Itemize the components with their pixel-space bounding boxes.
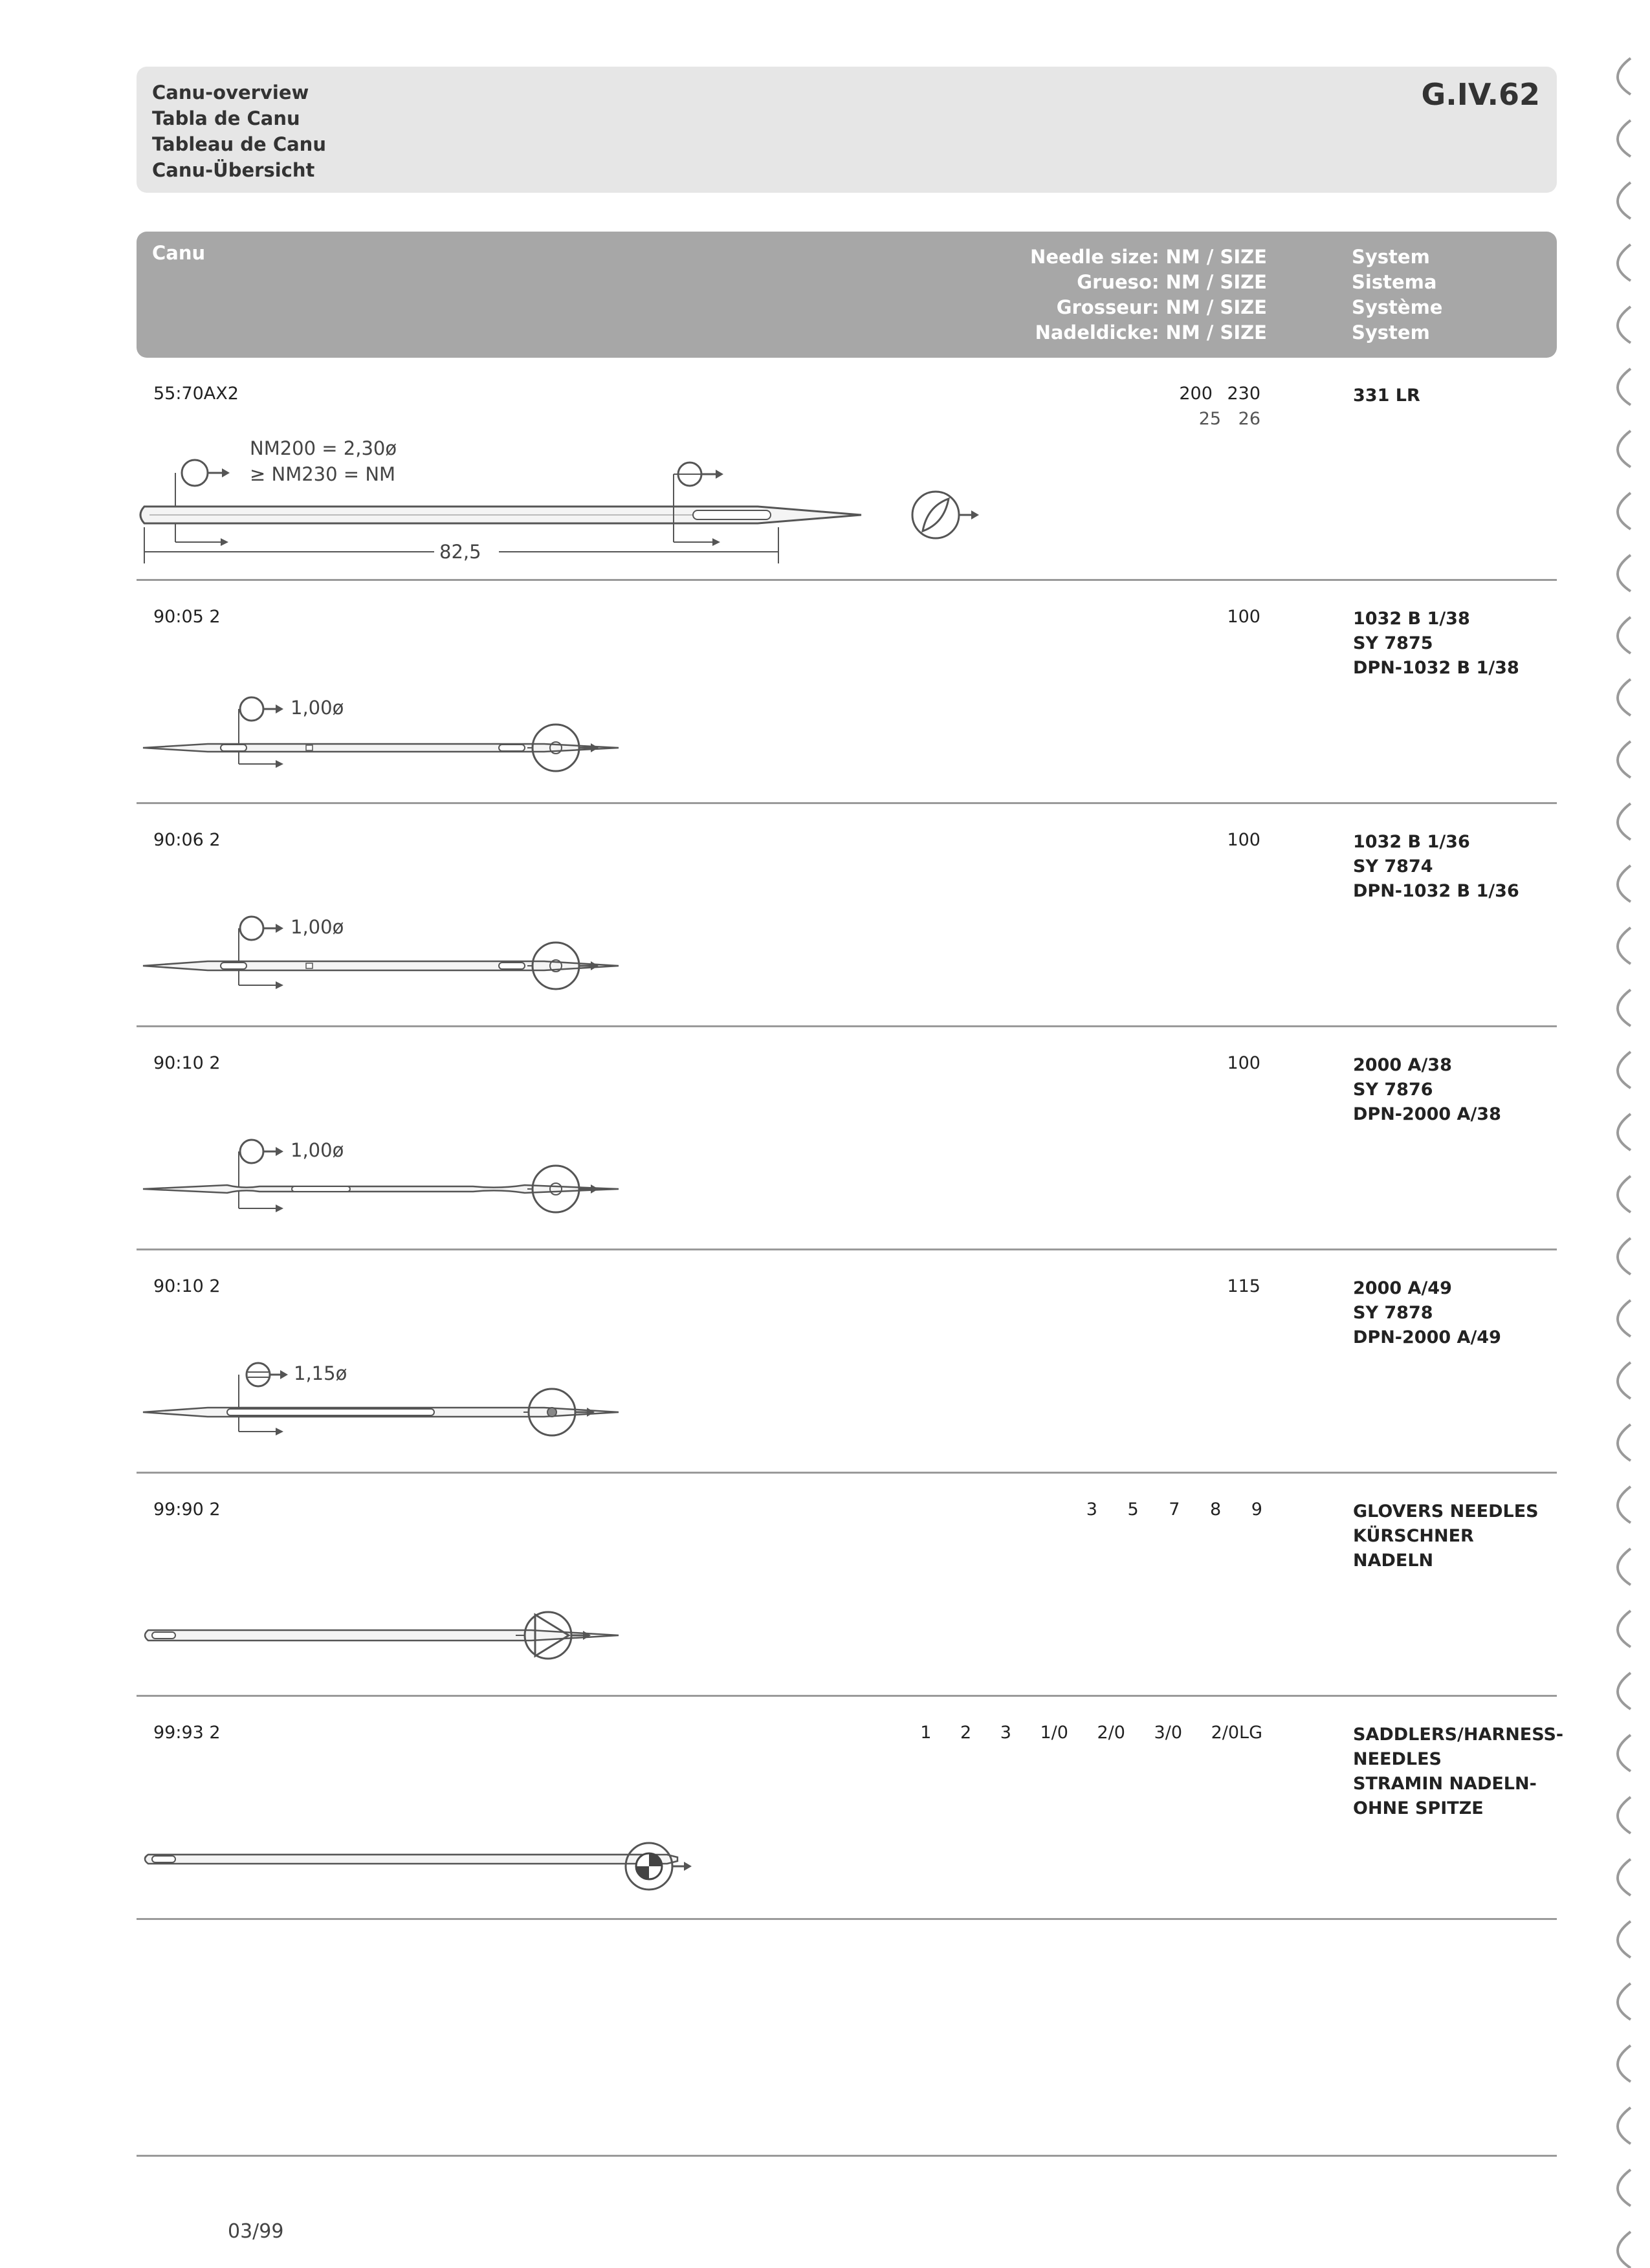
system-label-es: Sistema [1352, 271, 1437, 293]
system-line: SY 7875 [1353, 633, 1433, 653]
size-label-es: Grueso: NM / SIZE [1077, 271, 1267, 293]
binding-ring [1618, 58, 1631, 94]
system-label-fr: Système [1352, 296, 1443, 318]
binding-ring [1618, 1238, 1631, 1274]
nm-values: 115 [1227, 1276, 1260, 1296]
needle-sizes [1227, 830, 1260, 850]
binding-ring [1618, 1176, 1631, 1212]
binding-ring [1618, 2108, 1631, 2144]
binding-ring [1618, 1362, 1631, 1399]
binding-ring [1618, 1673, 1631, 1709]
canu-code: 90:05 2 [153, 607, 221, 627]
row-divider [137, 1918, 1557, 1920]
system-values [1353, 1723, 1563, 1821]
diameter-note: 1,15ø [294, 1362, 347, 1384]
size-label-fr: Grosseur: NM / SIZE [1056, 296, 1267, 318]
note-line: NM200 = 2,30ø [250, 437, 397, 459]
binding-ring [1618, 1611, 1631, 1647]
length-value: 82,5 [439, 541, 481, 563]
system-line: DPN-1032 B 1/36 [1353, 881, 1519, 901]
size-values: 25 26 [1198, 409, 1260, 429]
binding-ring [1618, 307, 1631, 343]
binding-ring [1618, 741, 1631, 778]
title-en: Canu-overview [152, 82, 309, 104]
binding-ring [1618, 1300, 1631, 1336]
binding-ring [1618, 369, 1631, 405]
system-line: NEEDLES [1353, 1749, 1442, 1769]
binding-ring [1618, 1424, 1631, 1461]
column-system-labels [1352, 245, 1442, 345]
binding-ring [1618, 928, 1631, 964]
needle-drawing [137, 581, 784, 804]
note-line: ≥ NM230 = NM [250, 463, 396, 485]
binding-ring [1618, 1859, 1631, 1895]
needle-drawing [137, 1474, 784, 1697]
binding-ring [1618, 1735, 1631, 1771]
binding-ring [1618, 1052, 1631, 1088]
page-code: G.IV.62 [1421, 77, 1540, 112]
binding-ring [1618, 120, 1631, 157]
binding-ring [1618, 2170, 1631, 2206]
system-line: DPN-2000 A/49 [1353, 1327, 1501, 1347]
title-de: Canu-Übersicht [152, 159, 315, 181]
system-line: 2000 A/38 [1353, 1055, 1452, 1075]
nm-values: 100 [1227, 1053, 1260, 1073]
table-row [137, 581, 1557, 804]
system-values [1353, 1053, 1501, 1127]
binding-ring [1618, 431, 1631, 467]
system-line: DPN-1032 B 1/38 [1353, 658, 1519, 678]
canu-code: 99:90 2 [153, 1499, 221, 1520]
nm-values: 200 230 [1179, 384, 1260, 404]
canu-code: 90:10 2 [153, 1053, 221, 1073]
row-divider [137, 2155, 1557, 2157]
binding-ring [1618, 1549, 1631, 1585]
canu-code: 90:06 2 [153, 830, 221, 850]
column-size-labels [1030, 245, 1267, 345]
binding-ring [1618, 1983, 1631, 2020]
binding-ring [1618, 617, 1631, 653]
table-row [137, 1250, 1557, 1474]
binding-ring [1618, 1921, 1631, 1957]
header-titles [152, 80, 326, 183]
binding-ring [1618, 2232, 1631, 2268]
footer-date: 03/99 [228, 2220, 284, 2243]
system-values [1353, 1499, 1557, 1573]
table-row [137, 358, 1557, 581]
system-label-de: System [1352, 322, 1430, 343]
system-line: 2000 A/49 [1353, 1278, 1452, 1298]
system-line: SY 7878 [1353, 1303, 1433, 1323]
nm-values: 1 2 3 1/0 2/0 3/0 2/0LG [920, 1723, 1262, 1743]
needle-sizes [1179, 384, 1260, 429]
binding-ring [1618, 245, 1631, 281]
system-line: 1032 B 1/38 [1353, 609, 1470, 629]
nm-values: 3 5 7 8 9 [1086, 1499, 1262, 1520]
table-row [137, 804, 1557, 1027]
binding-ring [1618, 866, 1631, 902]
header-banner [137, 67, 1557, 193]
binding-ring [1618, 1797, 1631, 1833]
needle-sizes [1227, 1053, 1260, 1073]
binding-ring [1618, 990, 1631, 1026]
needle-drawing [137, 1697, 913, 1920]
needle-drawing [137, 804, 784, 1027]
system-line: SADDLERS/HARNESS- [1353, 1725, 1564, 1745]
system-line: DPN-2000 A/38 [1353, 1104, 1501, 1124]
title-es: Tabla de Canu [152, 107, 300, 129]
system-values [1353, 830, 1519, 904]
binding-ring [1618, 2045, 1631, 2082]
system-line: STRAMIN NADELN- [1353, 1774, 1537, 1794]
system-line: GLOVERS NEEDLES [1353, 1501, 1539, 1521]
binding-ring [1618, 555, 1631, 591]
needle-sizes [920, 1723, 1262, 1743]
binding-ring [1618, 1487, 1631, 1523]
spiral-binding [1592, 0, 1650, 2268]
needle-sizes [1227, 1276, 1260, 1296]
system-line: KÜRSCHNER NADELN [1353, 1526, 1474, 1571]
system-values [1353, 384, 1420, 408]
system-label-en: System [1352, 246, 1430, 268]
column-canu-label: Canu [152, 242, 206, 264]
system-line: SY 7874 [1353, 856, 1433, 877]
title-fr: Tableau de Canu [152, 133, 326, 155]
canu-code: 55:70AX2 [153, 384, 239, 404]
diameter-note: 1,00ø [291, 916, 344, 938]
needle-drawing [137, 1027, 784, 1250]
canu-code: 99:93 2 [153, 1723, 221, 1743]
system-values [1353, 607, 1519, 681]
system-line: 1032 B 1/36 [1353, 832, 1470, 852]
binding-ring [1618, 182, 1631, 219]
size-label-de: Nadeldicke: NM / SIZE [1035, 322, 1267, 343]
binding-ring [1618, 493, 1631, 529]
needle-sizes [1227, 607, 1260, 627]
table-row [137, 1027, 1557, 1250]
system-line: SY 7876 [1353, 1080, 1433, 1100]
system-values [1353, 1276, 1501, 1350]
lance-point-icon [912, 492, 979, 538]
ball-point-icon [626, 1843, 692, 1890]
size-label-en: Needle size: NM / SIZE [1030, 246, 1267, 268]
table-row [137, 1697, 1564, 1920]
binding-ring [1618, 1114, 1631, 1150]
diameter-note: 1,00ø [291, 1139, 344, 1161]
canu-code: 90:10 2 [153, 1276, 221, 1296]
nm-values: 100 [1227, 830, 1260, 850]
binding-ring [1618, 679, 1631, 715]
needle-drawing [137, 1250, 784, 1474]
table-row [137, 1474, 1557, 1697]
column-header [137, 232, 1557, 358]
system-line: 331 LR [1353, 386, 1420, 406]
binding-ring [1618, 803, 1631, 840]
needle-drawing [137, 358, 1042, 581]
diameter-note: 1,00ø [291, 697, 344, 719]
nm-values: 100 [1227, 607, 1260, 627]
system-line: OHNE SPITZE [1353, 1798, 1484, 1818]
needle-sizes [1086, 1499, 1262, 1520]
